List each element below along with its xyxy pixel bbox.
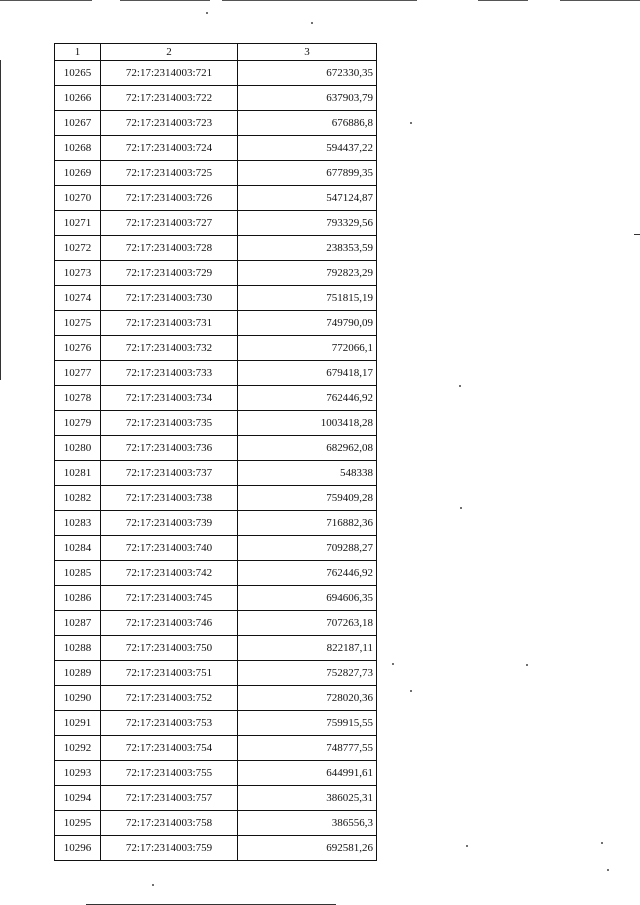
cadastral-value-cell: 679418,17 (238, 361, 377, 386)
row-number-cell: 10277 (55, 361, 101, 386)
cadastral-number-cell: 72:17:2314003:721 (101, 61, 238, 86)
table-body (55, 61, 377, 861)
cadastral-number-cell: 72:17:2314003:737 (101, 461, 238, 486)
cadastral-number-cell: 72:17:2314003:745 (101, 586, 238, 611)
cadastral-value-cell: 386025,31 (238, 786, 377, 811)
cadastral-number-cell: 72:17:2314003:759 (101, 836, 238, 861)
row-number-cell: 10276 (55, 336, 101, 361)
row-number-cell: 10268 (55, 136, 101, 161)
row-number-cell: 10273 (55, 261, 101, 286)
row-number-cell: 10270 (55, 186, 101, 211)
cadastral-number-cell: 72:17:2314003:738 (101, 486, 238, 511)
table-row (55, 686, 377, 711)
row-number-cell: 10272 (55, 236, 101, 261)
cadastral-value-cell: 386556,3 (238, 811, 377, 836)
row-number-cell: 10291 (55, 711, 101, 736)
cadastral-value-cell: 749790,09 (238, 311, 377, 336)
row-number-cell: 10279 (55, 411, 101, 436)
scan-speck (206, 12, 208, 14)
column-header: 1 (55, 44, 101, 61)
cadastral-number-cell: 72:17:2314003:753 (101, 711, 238, 736)
table-row (55, 186, 377, 211)
scan-speck (311, 22, 313, 24)
column-header: 3 (238, 44, 377, 61)
cadastral-number-cell: 72:17:2314003:754 (101, 736, 238, 761)
cadastral-value-cell: 748777,55 (238, 736, 377, 761)
scan-speck (410, 690, 412, 692)
table-row (55, 511, 377, 536)
scan-speck (607, 869, 609, 871)
scan-top-rule (478, 0, 528, 1)
row-number-cell: 10266 (55, 86, 101, 111)
cadastral-value-cell: 793329,56 (238, 211, 377, 236)
scan-speck (601, 842, 603, 844)
table-row (55, 236, 377, 261)
table-row (55, 436, 377, 461)
table-row (55, 111, 377, 136)
cadastral-value-cell: 637903,79 (238, 86, 377, 111)
table-row (55, 486, 377, 511)
row-number-cell: 10285 (55, 561, 101, 586)
cadastral-number-cell: 72:17:2314003:722 (101, 86, 238, 111)
row-number-cell: 10281 (55, 461, 101, 486)
scan-speck (392, 663, 394, 665)
row-number-cell: 10265 (55, 61, 101, 86)
cadastral-value-cell: 752827,73 (238, 661, 377, 686)
cadastral-number-cell: 72:17:2314003:742 (101, 561, 238, 586)
row-number-cell: 10280 (55, 436, 101, 461)
cadastral-value-cell: 682962,08 (238, 436, 377, 461)
table-row (55, 411, 377, 436)
cadastral-number-cell: 72:17:2314003:746 (101, 611, 238, 636)
row-number-cell: 10292 (55, 736, 101, 761)
row-number-cell: 10296 (55, 836, 101, 861)
scan-speck (526, 664, 528, 666)
cadastral-value-cell: 644991,61 (238, 761, 377, 786)
scan-top-rule (222, 0, 417, 1)
row-number-cell: 10287 (55, 611, 101, 636)
cadastral-value-cell: 677899,35 (238, 161, 377, 186)
cadastral-number-cell: 72:17:2314003:732 (101, 336, 238, 361)
row-number-cell: 10267 (55, 111, 101, 136)
table-row (55, 761, 377, 786)
cadastral-number-cell: 72:17:2314003:739 (101, 511, 238, 536)
cadastral-value-cell: 822187,11 (238, 636, 377, 661)
scan-speck (459, 385, 461, 387)
table-row (55, 136, 377, 161)
cadastral-number-cell: 72:17:2314003:729 (101, 261, 238, 286)
cadastral-number-cell: 72:17:2314003:740 (101, 536, 238, 561)
cadastral-number-cell: 72:17:2314003:757 (101, 786, 238, 811)
cadastral-value-cell: 594437,22 (238, 136, 377, 161)
cadastral-value-table (54, 43, 377, 861)
table-row (55, 336, 377, 361)
scan-top-rule (560, 0, 640, 1)
cadastral-number-cell: 72:17:2314003:725 (101, 161, 238, 186)
row-number-cell: 10284 (55, 536, 101, 561)
table-row (55, 386, 377, 411)
table-row (55, 836, 377, 861)
table-row (55, 211, 377, 236)
row-number-cell: 10278 (55, 386, 101, 411)
cadastral-value-cell: 1003418,28 (238, 411, 377, 436)
row-number-cell: 10269 (55, 161, 101, 186)
cadastral-value-cell: 762446,92 (238, 561, 377, 586)
scan-top-rule (120, 0, 210, 1)
cadastral-value-cell: 759915,55 (238, 711, 377, 736)
cadastral-value-cell: 792823,29 (238, 261, 377, 286)
cadastral-value-cell: 548338 (238, 461, 377, 486)
cadastral-number-cell: 72:17:2314003:731 (101, 311, 238, 336)
cadastral-value-cell: 676886,8 (238, 111, 377, 136)
table-row (55, 311, 377, 336)
row-number-cell: 10274 (55, 286, 101, 311)
cadastral-number-cell: 72:17:2314003:751 (101, 661, 238, 686)
cadastral-number-cell: 72:17:2314003:733 (101, 361, 238, 386)
row-number-cell: 10294 (55, 786, 101, 811)
table-row (55, 736, 377, 761)
cadastral-number-cell: 72:17:2314003:752 (101, 686, 238, 711)
table-row (55, 361, 377, 386)
table-row (55, 261, 377, 286)
cadastral-value-cell: 692581,26 (238, 836, 377, 861)
row-number-cell: 10288 (55, 636, 101, 661)
scan-edge-mark (634, 234, 640, 235)
table-row (55, 611, 377, 636)
cadastral-value-cell: 709288,27 (238, 536, 377, 561)
table-row (55, 86, 377, 111)
cadastral-number-cell: 72:17:2314003:728 (101, 236, 238, 261)
row-number-cell: 10295 (55, 811, 101, 836)
cadastral-number-cell: 72:17:2314003:726 (101, 186, 238, 211)
table-row (55, 286, 377, 311)
cadastral-number-cell: 72:17:2314003:755 (101, 761, 238, 786)
table-row (55, 586, 377, 611)
row-number-cell: 10293 (55, 761, 101, 786)
cadastral-number-cell: 72:17:2314003:735 (101, 411, 238, 436)
scan-speck (466, 845, 468, 847)
cadastral-value-cell: 707263,18 (238, 611, 377, 636)
scan-edge-mark (0, 60, 1, 380)
cadastral-value-cell: 751815,19 (238, 286, 377, 311)
cadastral-number-cell: 72:17:2314003:734 (101, 386, 238, 411)
row-number-cell: 10290 (55, 686, 101, 711)
scan-speck (460, 507, 462, 509)
table-row (55, 661, 377, 686)
scan-top-rule (0, 0, 92, 1)
table-row (55, 561, 377, 586)
table-row (55, 811, 377, 836)
cadastral-value-cell: 762446,92 (238, 386, 377, 411)
table-row (55, 636, 377, 661)
row-number-cell: 10283 (55, 511, 101, 536)
table-row (55, 161, 377, 186)
cadastral-number-cell: 72:17:2314003:724 (101, 136, 238, 161)
table-row (55, 61, 377, 86)
row-number-cell: 10286 (55, 586, 101, 611)
cadastral-value-cell: 716882,36 (238, 511, 377, 536)
row-number-cell: 10289 (55, 661, 101, 686)
cadastral-value-cell: 759409,28 (238, 486, 377, 511)
scan-speck (152, 884, 154, 886)
row-number-cell: 10275 (55, 311, 101, 336)
table-row (55, 786, 377, 811)
cadastral-number-cell: 72:17:2314003:758 (101, 811, 238, 836)
row-number-cell: 10271 (55, 211, 101, 236)
cadastral-number-cell: 72:17:2314003:750 (101, 636, 238, 661)
cadastral-value-cell: 547124,87 (238, 186, 377, 211)
cadastral-value-cell: 238353,59 (238, 236, 377, 261)
header-row (55, 44, 377, 61)
cadastral-value-cell: 672330,35 (238, 61, 377, 86)
cadastral-number-cell: 72:17:2314003:723 (101, 111, 238, 136)
scan-speck (410, 122, 412, 124)
cadastral-number-cell: 72:17:2314003:736 (101, 436, 238, 461)
column-header: 2 (101, 44, 238, 61)
table-row (55, 711, 377, 736)
table-row (55, 536, 377, 561)
cadastral-number-cell: 72:17:2314003:730 (101, 286, 238, 311)
table-row (55, 461, 377, 486)
cadastral-value-cell: 772066,1 (238, 336, 377, 361)
cadastral-value-cell: 728020,36 (238, 686, 377, 711)
cadastral-value-cell: 694606,35 (238, 586, 377, 611)
row-number-cell: 10282 (55, 486, 101, 511)
cadastral-number-cell: 72:17:2314003:727 (101, 211, 238, 236)
